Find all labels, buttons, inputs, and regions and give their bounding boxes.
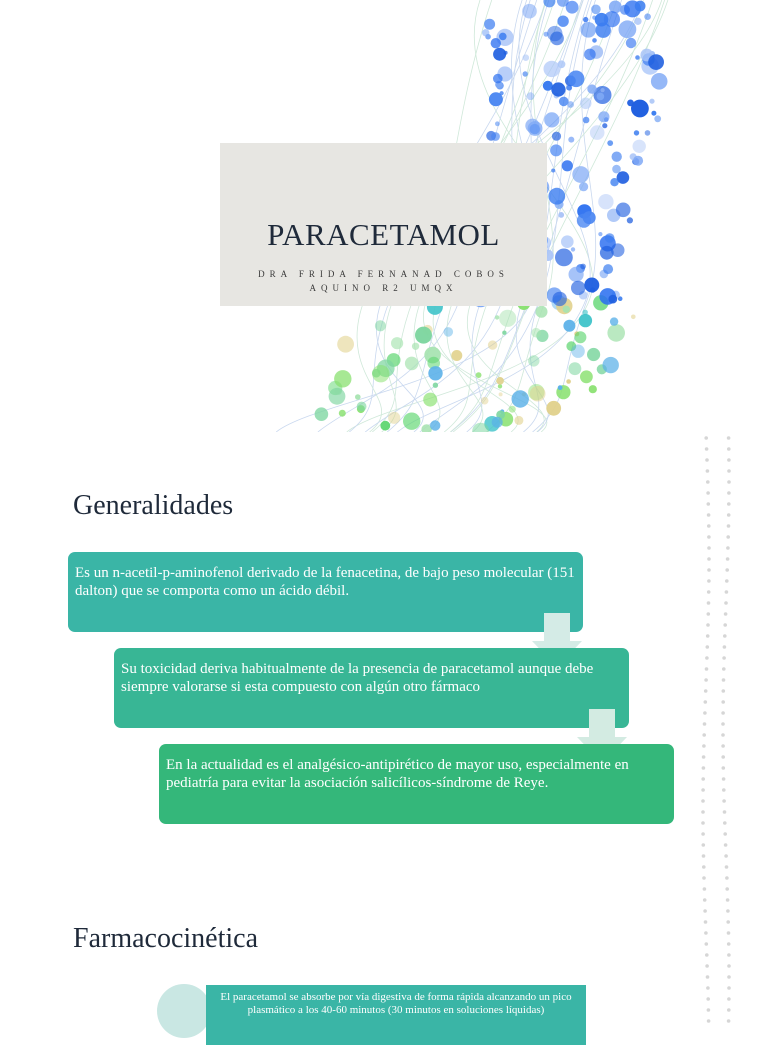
- decorative-dot: [566, 85, 572, 91]
- decorative-dot: [562, 160, 573, 171]
- decorative-dot: [528, 355, 539, 366]
- decorative-dot: [583, 17, 588, 22]
- border-dot: [721, 722, 725, 726]
- decorative-dot: [496, 377, 504, 385]
- border-dot: [702, 876, 706, 880]
- decorative-dot: [572, 166, 589, 183]
- border-dot: [707, 612, 711, 616]
- decorative-dot: [568, 71, 585, 88]
- decorative-dot: [546, 401, 561, 416]
- decorative-dot: [548, 188, 565, 205]
- decorative-dot: [493, 48, 506, 61]
- decorative-dot: [544, 61, 560, 77]
- border-dot: [724, 601, 728, 605]
- decorative-dot: [355, 394, 361, 400]
- decorative-dot: [580, 264, 586, 270]
- decorative-dot: [607, 324, 625, 342]
- border-dot: [706, 997, 710, 1001]
- border-dot: [707, 513, 711, 517]
- decorative-dot: [498, 384, 502, 388]
- decorative-dot: [633, 140, 646, 153]
- border-dot: [702, 854, 706, 858]
- border-dot: [727, 964, 731, 968]
- border-dot: [707, 601, 711, 605]
- border-dot: [726, 909, 730, 913]
- decorative-dot: [433, 383, 438, 388]
- decorative-dot: [583, 211, 596, 224]
- decorative-dot: [451, 350, 462, 361]
- decorative-dot: [550, 32, 564, 46]
- border-dot: [726, 557, 730, 561]
- border-dot: [703, 722, 707, 726]
- decorative-dot: [558, 385, 563, 390]
- decorative-dot: [605, 233, 615, 243]
- content-slide: [0, 432, 768, 1024]
- decorative-dot: [584, 53, 588, 57]
- decorative-dot: [592, 38, 597, 43]
- border-dot: [721, 733, 725, 737]
- decorative-dot: [444, 327, 454, 337]
- decorative-dot: [581, 22, 597, 38]
- decorative-dot: [561, 235, 574, 248]
- decorative-dot: [415, 327, 432, 344]
- border-dot: [707, 546, 711, 550]
- decorative-dot: [590, 125, 605, 140]
- decorative-dot: [566, 379, 571, 384]
- decorative-dot: [476, 372, 482, 378]
- decorative-dot: [555, 249, 573, 267]
- border-dot: [706, 634, 710, 638]
- border-dot: [722, 788, 726, 792]
- slide-subtitle: DRA FRIDA FERNANAD COBOS AQUINO R2 UMQX: [258, 269, 509, 293]
- border-dot: [727, 986, 731, 990]
- decorative-dot: [654, 115, 661, 122]
- decorative-dot: [372, 365, 389, 382]
- decorative-dot: [607, 140, 613, 146]
- decorative-dot: [481, 397, 489, 405]
- border-dot: [725, 590, 729, 594]
- decorative-dot: [587, 84, 596, 93]
- decorative-dot: [608, 295, 617, 304]
- border-dot: [723, 634, 727, 638]
- decorative-dot: [428, 366, 442, 380]
- decorative-dot: [651, 73, 668, 90]
- border-dot: [706, 623, 710, 627]
- decorative-dot: [488, 340, 497, 349]
- border-dot: [707, 1008, 711, 1012]
- decorative-dot: [543, 81, 553, 91]
- border-dot: [702, 733, 706, 737]
- decorative-dot: [329, 388, 346, 405]
- border-dot: [723, 810, 727, 814]
- decorative-dot: [583, 310, 588, 315]
- decorative-dot: [635, 55, 640, 60]
- decorative-dot: [522, 4, 537, 19]
- border-dot: [723, 645, 727, 649]
- border-dot: [727, 491, 731, 495]
- generalidades-heading: Generalidades: [73, 490, 234, 521]
- border-dot: [727, 1008, 731, 1012]
- border-dot: [722, 799, 726, 803]
- border-dot: [706, 986, 710, 990]
- border-dot: [726, 535, 730, 539]
- decorative-dot: [619, 20, 637, 38]
- border-dot: [705, 964, 709, 968]
- decorative-dot: [596, 23, 611, 38]
- border-dot: [707, 502, 711, 506]
- border-dot: [704, 436, 708, 440]
- decorative-dot: [530, 386, 546, 402]
- decorative-dot: [495, 121, 500, 126]
- border-dot: [727, 502, 731, 506]
- decorative-dot: [388, 412, 400, 424]
- border-dot: [703, 887, 707, 891]
- border-dot: [721, 755, 725, 759]
- border-dot: [723, 832, 727, 836]
- decorative-dot: [569, 362, 582, 375]
- decorative-dot: [567, 101, 574, 108]
- border-dot: [701, 788, 705, 792]
- decorative-dot: [512, 390, 529, 407]
- decorative-dot: [423, 393, 437, 407]
- border-dot: [704, 920, 708, 924]
- decorative-dot: [499, 310, 516, 327]
- decorative-dot: [552, 132, 561, 141]
- decorative-dot: [591, 5, 601, 15]
- border-dot: [702, 744, 706, 748]
- decorative-dot: [523, 71, 528, 76]
- decorative-dot: [504, 51, 508, 55]
- border-dot: [724, 843, 728, 847]
- border-dot: [706, 491, 710, 495]
- decorative-dot: [403, 413, 420, 430]
- border-dot: [705, 953, 709, 957]
- decorative-dot: [315, 407, 329, 421]
- decorative-dot: [544, 112, 559, 127]
- decorative-dot: [592, 16, 596, 20]
- border-dot: [722, 678, 726, 682]
- border-dot: [727, 931, 731, 935]
- decorative-dot: [412, 343, 419, 350]
- decorative-dot: [339, 410, 346, 417]
- border-dot: [722, 766, 726, 770]
- decorative-dot: [357, 402, 367, 412]
- border-dot: [707, 1019, 711, 1023]
- decorative-dot: [626, 38, 636, 48]
- decorative-dot: [651, 111, 656, 116]
- decorative-dot: [616, 203, 631, 218]
- generalidades-box-3: En la actualidad es el analgésico-antipirético de mayor uso, especialmente en pediatría para evitar la asociación salicílicos-síndrome de Reye.: [159, 744, 674, 824]
- decorative-dot: [558, 212, 564, 218]
- bullet-circle: [157, 984, 211, 1038]
- border-dot: [705, 667, 709, 671]
- decorative-dot: [610, 317, 618, 325]
- border-dot: [723, 821, 727, 825]
- decorative-dot: [610, 178, 618, 186]
- decorative-dot: [559, 97, 569, 107]
- border-dot: [721, 744, 725, 748]
- decorative-dot: [590, 287, 595, 292]
- border-dot: [701, 821, 705, 825]
- border-dot: [702, 766, 706, 770]
- border-dot: [725, 579, 729, 583]
- decorative-dot: [648, 54, 664, 70]
- border-dot: [701, 810, 705, 814]
- decorative-dot: [645, 130, 651, 136]
- decorative-dot: [569, 267, 584, 282]
- decorative-dot: [375, 320, 386, 331]
- border-dot: [727, 458, 731, 462]
- border-dot: [722, 656, 726, 660]
- decorative-dot: [491, 132, 500, 141]
- decorative-dot: [405, 357, 419, 371]
- border-dot: [706, 975, 710, 979]
- decorative-dot: [558, 60, 566, 68]
- decorative-dot: [485, 34, 491, 40]
- decorative-dot: [599, 93, 603, 97]
- decorative-dot: [583, 117, 590, 124]
- decorative-dot: [499, 33, 507, 41]
- border-dot: [727, 447, 731, 451]
- decorative-dot: [380, 421, 390, 431]
- border-dot: [723, 623, 727, 627]
- decorative-dot: [557, 16, 568, 27]
- farmacocinetica-heading: Farmacocinética: [73, 923, 259, 954]
- decorative-dot: [553, 292, 567, 306]
- decorative-dot: [631, 315, 636, 320]
- border-dot: [701, 799, 705, 803]
- border-dot: [707, 568, 711, 572]
- border-dot: [704, 678, 708, 682]
- border-dot: [727, 469, 731, 473]
- border-dot: [725, 876, 729, 880]
- generalidades-box-2: Su toxicidad deriva habitualmente de la presencia de paracetamol aunque debe siempre valorarse si esta compuesto con algún otro fármaco: [114, 648, 629, 728]
- decorative-dot: [531, 328, 541, 338]
- decorative-dot: [600, 246, 614, 260]
- decorative-dot: [649, 99, 654, 104]
- decorative-dot: [571, 247, 575, 251]
- border-dot: [725, 887, 729, 891]
- decorative-dot: [589, 385, 597, 393]
- decorative-dot: [568, 137, 574, 143]
- decorative-dot: [627, 217, 633, 223]
- decorative-dot: [492, 417, 503, 428]
- border-dot: [725, 865, 729, 869]
- decorative-dot: [587, 348, 600, 361]
- border-dot: [707, 590, 711, 594]
- decorative-dot: [523, 54, 530, 61]
- decorative-dot: [495, 315, 499, 319]
- decorative-dot: [580, 370, 593, 383]
- border-dot: [705, 458, 709, 462]
- decorative-dot: [493, 74, 503, 84]
- decorative-dot: [491, 38, 501, 48]
- decorative-dot: [536, 306, 548, 318]
- decorative-dot: [502, 331, 506, 335]
- decorative-dot: [509, 406, 516, 413]
- decorative-dot: [551, 82, 565, 96]
- border-dot: [724, 612, 728, 616]
- border-dot: [707, 579, 711, 583]
- dotted-border-decoration: [690, 432, 750, 1024]
- decorative-dot: [598, 111, 609, 122]
- decorative-dot: [612, 165, 621, 174]
- decorative-dot: [514, 416, 523, 425]
- decorative-dot: [644, 13, 651, 20]
- border-dot: [704, 931, 708, 935]
- border-dot: [727, 513, 731, 517]
- farmacocinetica-box: El paracetamol se absorbe por vía digestiva de forma rápida alcanzando un pico plasmático a los 40-60 minutos (30 minutos en soluciones líquidas): [206, 985, 586, 1045]
- border-dot: [727, 975, 731, 979]
- title-slide: [0, 0, 768, 432]
- border-dot: [727, 524, 731, 528]
- decorative-dot: [527, 92, 535, 100]
- decorative-dot: [430, 420, 440, 430]
- decorative-dot: [634, 18, 641, 25]
- border-dot: [702, 843, 706, 847]
- border-dot: [706, 469, 710, 473]
- decorative-dot: [489, 92, 503, 106]
- border-dot: [726, 898, 730, 902]
- border-dot: [727, 436, 731, 440]
- border-dot: [725, 568, 729, 572]
- border-dot: [721, 711, 725, 715]
- decorative-dot: [612, 152, 622, 162]
- border-dot: [701, 777, 705, 781]
- generalidades-box-1: Es un n-acetil-p-aminofenol derivado de la fenacetina, de bajo peso molecular (151 dalton) que se comporta como un ácido débil.: [68, 552, 583, 632]
- border-dot: [707, 557, 711, 561]
- border-dot: [703, 711, 707, 715]
- decorative-dot: [603, 264, 613, 274]
- border-dot: [724, 854, 728, 858]
- decorative-dot: [574, 331, 586, 343]
- border-dot: [722, 667, 726, 671]
- decorative-dot: [544, 32, 549, 37]
- decorative-dot: [603, 357, 619, 373]
- decorative-dot: [602, 123, 607, 128]
- border-dot: [707, 524, 711, 528]
- border-dot: [705, 447, 709, 451]
- border-dot: [706, 645, 710, 649]
- decorative-dot: [631, 100, 649, 118]
- decorative-dot: [563, 306, 570, 313]
- border-dot: [706, 480, 710, 484]
- border-dot: [701, 832, 705, 836]
- border-dot: [705, 942, 709, 946]
- border-dot: [704, 689, 708, 693]
- decorative-dot: [337, 336, 354, 353]
- border-dot: [721, 700, 725, 704]
- border-dot: [727, 1019, 731, 1023]
- decorative-dot: [551, 169, 555, 173]
- border-dot: [705, 656, 709, 660]
- decorative-dot: [543, 0, 555, 7]
- decorative-dot: [334, 370, 351, 387]
- decorative-dot: [634, 130, 639, 135]
- decorative-dot: [633, 156, 643, 166]
- border-dot: [702, 755, 706, 759]
- slide-title: PARACETAMOL: [267, 217, 500, 252]
- decorative-dot: [579, 314, 592, 327]
- decorative-dot: [580, 98, 592, 110]
- border-dot: [726, 920, 730, 924]
- border-dot: [727, 997, 731, 1001]
- decorative-dot: [601, 88, 605, 92]
- border-dot: [702, 865, 706, 869]
- decorative-dot: [499, 392, 503, 396]
- border-dot: [703, 898, 707, 902]
- title-box: [220, 143, 547, 306]
- decorative-dot: [571, 345, 584, 358]
- decorative-dot: [635, 1, 646, 12]
- border-dot: [707, 535, 711, 539]
- decorative-dot: [484, 19, 495, 30]
- decorative-dot: [563, 320, 575, 332]
- border-dot: [727, 942, 731, 946]
- decorative-dot: [598, 232, 602, 236]
- decorative-dot: [391, 337, 403, 349]
- decorative-dot: [571, 281, 585, 295]
- decorative-dot: [528, 121, 543, 136]
- border-dot: [722, 777, 726, 781]
- border-dot: [727, 953, 731, 957]
- border-dot: [722, 689, 726, 693]
- decorative-dot: [550, 144, 562, 156]
- decorative-dot: [579, 182, 588, 191]
- decorative-dot: [566, 1, 579, 14]
- border-dot: [727, 480, 731, 484]
- border-dot: [704, 700, 708, 704]
- border-dot: [726, 546, 730, 550]
- border-dot: [703, 909, 707, 913]
- decorative-dot: [598, 194, 613, 209]
